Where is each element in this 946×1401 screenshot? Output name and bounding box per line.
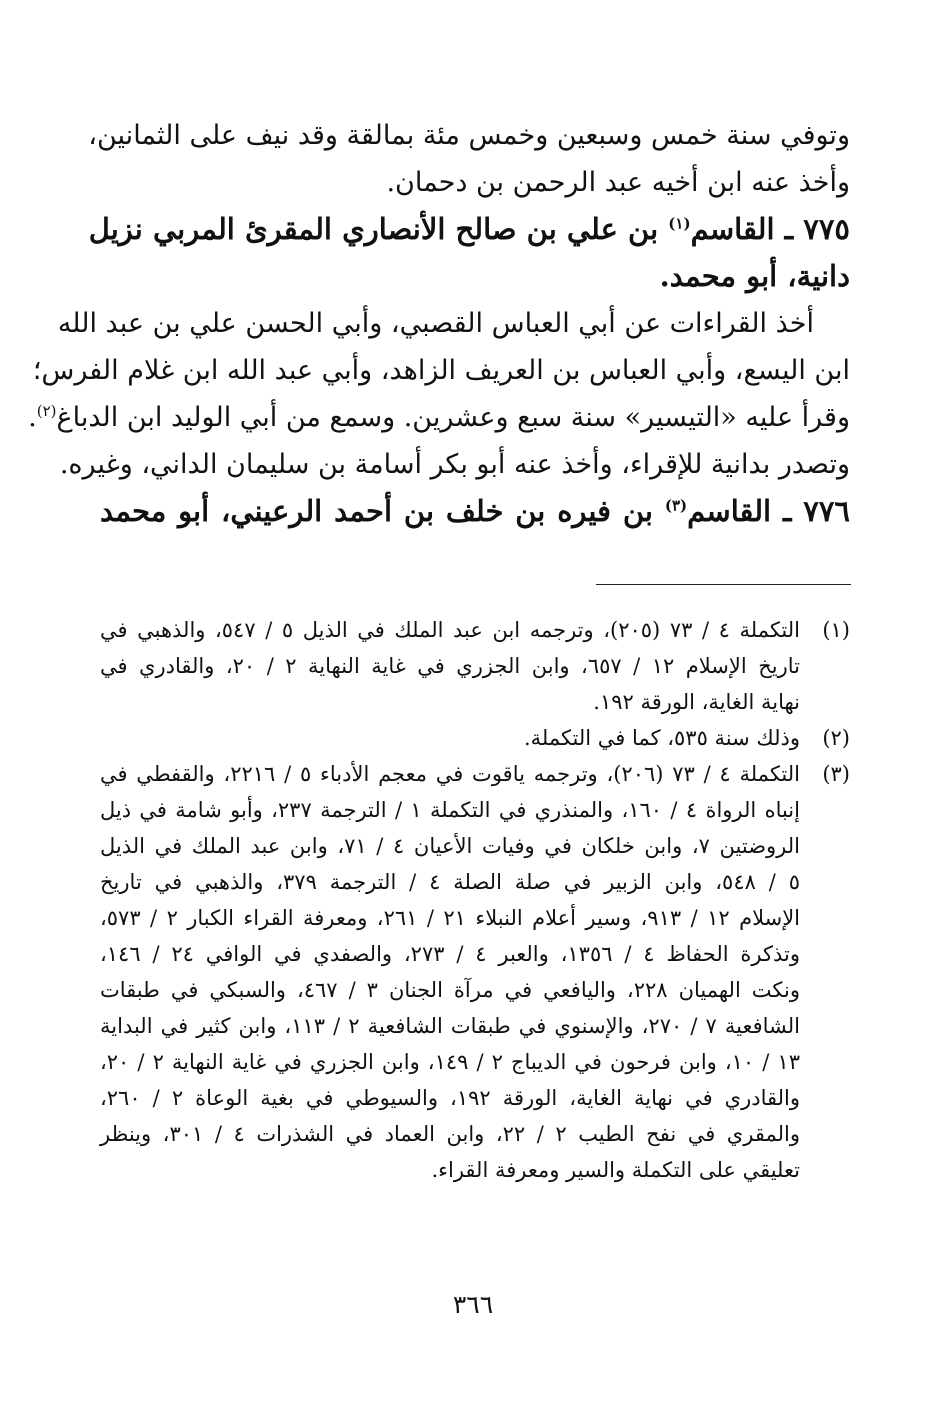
footnote-line: وذلك سنة ٥٣٥، كما في التكملة. [523,726,800,750]
footnote-line: الشافعية ٧ / ٢٧٠، والإسنوي في طبقات الشافعية ٢ / ١١٣، وابن كثير في البداية [100,1014,800,1038]
footnote-line: تعليقي على التكملة والسير ومعرفة القراء. [431,1158,800,1182]
body-line: أخذ القراءات عن أبي العباس القصبي، وأبي الحسن علي بن عبد الله [57,308,814,339]
footnote-number: (٣) [822,762,850,786]
entry-775-heading-continued: دانية، أبو محمد. [659,259,850,293]
qara-text: وقرأ عليه «التيسير» سنة سبع وعشرين. وسمع من أبي الوليد ابن الدباغ [56,402,850,433]
footnote-number: (٢) [822,726,850,750]
footnote-line: تاريخ الإسلام ١٢ / ٦٥٧، وابن الجزري في غاية النهاية ٢ / ٢٠، والقادري في [100,654,800,678]
footnote-line: إنباه الرواة ٤ / ١٦٠، والمنذري في التكملة ١ / الترجمة ٢٣٧، وأبو شامة في ذيل [100,798,800,822]
footnote-line: الإسلام ١٢ / ٩١٣، وسير أعلام النبلاء ٢١ / ٢٦١، ومعرفة القراء الكبار ٢ / ٥٧٣، [100,906,801,930]
footnote-line: التكملة ٤ / ٧٣ (٢٠٦)، وترجمه ياقوت في معجم الأدباء ٥ / ٢٢١٦، والقفطي في [100,762,800,786]
footnote-line: والمقري في نفح الطيب ٢ / ٢٢، وابن العماد في الشذرات ٤ / ٣٠١، وينظر [100,1122,800,1146]
footnote-line: وتذكرة الحفاظ ٤ / ١٣٥٦، والعبر ٤ / ٢٧٣، والصفدي في الوافي ٢٤ / ١٤٦، [100,942,801,966]
main-text [28,112,850,535]
entry-775-lineage: بن علي بن صالح الأنصاري المقرئ المربي نزيل [88,212,669,246]
entry-775-number-name: ٧٧٥ ـ القاسم [690,212,850,246]
footnote-line: ونكت الهميان ٢٢٨، واليافعي في مرآة الجنان ٣ / ٤٦٧، والسبكي في طبقات [100,978,800,1002]
footnote-ref-1: (١) [668,214,691,233]
body-line: ابن اليسع، وأبي العباس بن العريف الزاهد، وأبي عبد الله ابن غلام الفرس؛ [32,355,850,386]
footnote-ref-2: (٢) [36,402,57,420]
body-line-with-ref [28,394,850,441]
entry-776-lineage: بن فيره بن خلف بن أحمد الرعيني، أبو محمد [100,494,665,528]
entry-776-heading [100,488,850,535]
footnotes [100,612,850,1188]
footnote-line: ٥ / ٥٤٨، وابن الزبير في صلة الصلة ٤ / الترجمة ٣٧٩، والذهبي في تاريخ [100,870,800,894]
footnote-separator [596,584,851,585]
body-line: وأخذ عنه ابن أخيه عبد الرحمن بن دحمان. [386,167,850,198]
footnote-1 [100,612,850,720]
footnote-line: والقادري في نهاية الغاية، الورقة ١٩٢، والسيوطي في بغية الوعاة ٢ / ٢٦٠، [100,1086,800,1110]
page-number: ٣٦٦ [452,1290,494,1319]
footnote-number: (١) [822,618,850,642]
footnote-line: ١٣ / ١٠، وابن فرحون في الديباج ٢ / ١٤٩، وابن الجزري في غاية النهاية ٢ / ٢٠، [100,1050,800,1074]
footnote-3 [100,756,850,1188]
footnote-line: الروضتين ٧، وابن خلكان في وفيات الأعيان ٤ / ٧١، وابن عبد الملك في الذيل [100,834,800,858]
qara-end: . [28,402,37,433]
footnote-line: نهاية الغاية، الورقة ١٩٢. [593,690,800,714]
footnote-line: التكملة ٤ / ٧٣ (٢٠٥)، وترجمه ابن عبد الملك في الذيل ٥ / ٥٤٧، والذهبي في [100,618,800,642]
body-line: وتصدر بدانية للإقراء، وأخذ عنه أبو بكر أسامة بن سليمان الداني، وغيره. [59,449,850,480]
entry-775-heading [88,206,850,253]
footnote-2 [100,720,850,756]
footnote-ref-3: (٣) [664,496,688,515]
entry-776-number-name: ٧٧٦ ـ القاسم [687,494,850,528]
body-line: وتوفي سنة خمس وسبعين وخمس مئة بمالقة وقد نيف على الثمانين، [88,120,850,151]
